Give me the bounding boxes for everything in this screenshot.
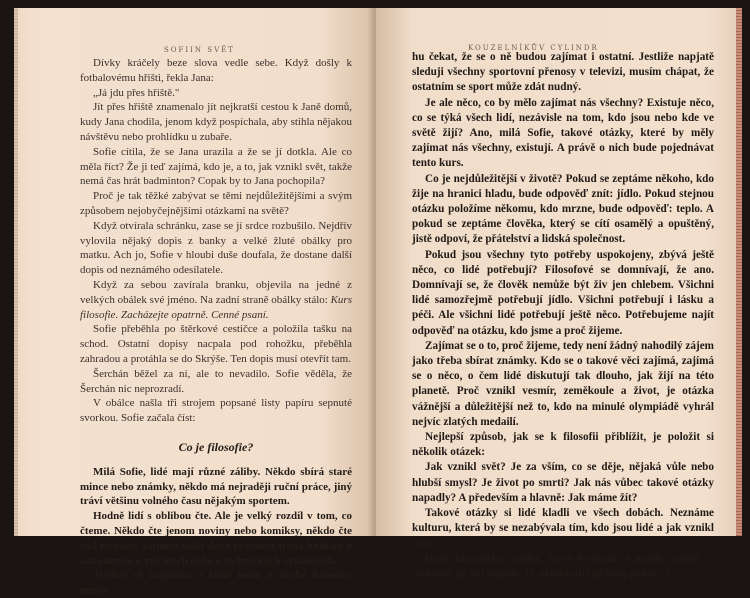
paragraph: „Já jdu přes hřiště." <box>93 86 180 99</box>
left-running-header: SOFIIN SVĚT <box>164 46 235 54</box>
left-page-text <box>80 56 352 598</box>
paragraph: Co je nejdůležitější v životě? Pokud se zeptáme někoho, kdo žije na hranici hladu, bude odpověď znít: jídlo. Pokud stejnou otázku položíme někomu, kdo mrzne, bude odpověď: teplo. A pokud se zeptáme člověka, který se cítí osamělý a opuštěný, jistě odpoví, že přátelství a lidská společnost. <box>412 172 714 246</box>
right-page <box>376 8 742 580</box>
paragraph-with-envelope <box>80 278 352 322</box>
paragraph: Šerchán běžel za ní, ale to nevadilo. Sofie věděla, že Šerchán nic neprozradí. <box>80 367 352 395</box>
paragraph: Zajímat se o to, proč žijeme, tedy není žádný nahodilý zájem jako třeba sbírat známky. Kdo se o takové věci zajímá, zajímá se o něco, o čem lidé diskutují tak dlouho, jak žijí na této planetě. Proč vznikl vesmír, zeměkoule a život, je otázka vážnější a důležitější než to, kdo na minulé olympiádě vyhrál nejvíc zlatých medailí. <box>412 339 714 428</box>
paragraph: Jít přes hřiště znamenalo jít nejkratší cestou k Janě domů, kudy Jana chodila, jenom když pospíchala, aby stihla nějakou návštěvu nebo prohlídku u zubaře. <box>80 101 352 143</box>
paragraph: Proč je tak těžké zabývat se těmi nejdůležitějšími a svým způsobem nejobyčejnějšími otázkami na světě? <box>80 190 352 217</box>
left-page <box>14 8 374 597</box>
book-spread <box>14 8 742 597</box>
paragraph: V obálce našla tři strojem popsané listy papíru sepnuté svorkou. Sofie začala číst: <box>80 397 352 425</box>
right-running-header: KOUZELNÍKŮV CYLINDR <box>468 44 599 52</box>
paragraph: Jak vznikl svět? Je za vším, co se děje, nějaká vůle nebo hlubší smysl? Je život po smrti? Jak nás vůbec takové otázky napadly? A především a hlavně: Jak máme žít? <box>412 461 714 504</box>
paragraph: Nejlepší způsob, jak se k filosofii přiblížit, je položit si několik otázek: <box>412 431 714 459</box>
letter-paragraph: Jestliže se zajímám o koně nebo o drahé kameny, nemo- <box>80 569 352 597</box>
letter-paragraph: Milá Sofie, lidé mají různé záliby. Někdo sbírá staré mince nebo známky, někdo má nejraději ruční práce, jiný tráví většinu volného času nějakým sportem. <box>80 465 352 508</box>
paragraph: Dívky kráčely beze slova vedle sebe. Když došly k fotbalovému hřišti, řekla Jana: <box>80 57 352 84</box>
paragraph: Sofie přeběhla po štěrkové cestičce a položila tašku na schod. Ostatní dopisy nacpala pod rohožku, přeběhla zahradou a protáhla se do Skrýše. Ten dopis musí otevřít tam. <box>80 323 352 365</box>
paragraph: Když otvírala schránku, zase se jí srdce rozbušilo. Nejdřív vylovila nějaký dopis z banky a velké žluté obálky pro matku. Ach jo, Sofie v hloubi duše doufala, že dostane další dopis od neznámého odesílatele. <box>80 219 352 277</box>
page-edge-left <box>14 8 18 536</box>
paragraph-text: Když za sebou zavírala branku, objevila na jedné z velkých obálek své jméno. Na zadní straně obálky stálo: <box>80 278 352 306</box>
paragraph: Takové otázky si lidé kladli ve všech dobách. Neznáme kulturu, která by se nezabývala tím, kdo jsou lidé a jak vznikl svět. <box>412 507 714 550</box>
envelope-text-2: Zacházejte opatrně. Cenné psaní. <box>120 308 269 321</box>
paragraph: hu čekat, že se o ně budou zajímat i ostatní. Jestliže napjatě sleduji všechny sportovní přenosy v televizi, musím chápat, že ostatním se sport může zdát nudný. <box>412 51 714 94</box>
paragraph: Další filosofické otázky, které bychom si mohli položit, v podstatě už ani nejsou. Ty nejdůležitější jsme právě vy- <box>412 552 714 580</box>
paragraph: Pokud jsou všechny tyto potřeby uspokojeny, zbývá ještě něco, co lidé potřebují? Filosofové se domnívají, že ano. Domnívají se, že člověk nemůže být živ jen chlebem. Všichni lidé samozřejmě potřebují jídlo. Všichni potřebují i lásku a péči. Ale všichni lidé potřebují ještě něco. Potřebujeme najít odpověď na otázku, kdo jsme a proč žijeme. <box>412 248 714 337</box>
paragraph: Je ale něco, co by mělo zajímat nás všechny? Existuje něco, co se týká všech lidí, nezávisle na tom, kdo jsou nebo kde ve světě žijí? Ano, milá Sofie, takové otázky, které by měly zajímat nás všechny, existují. A právě o nich bude pojednávat tento kurs. <box>412 96 714 170</box>
paragraph: Sofie cítila, že se Jana urazila a že se jí dotkla. Ale co měla říct? Že ji teď zajímá, kdo je, a to, jak vznikl svět, takže nemá čas hrát badminton? Copak by to Jana pochopila? <box>80 145 352 188</box>
envelope-text-1: Kurs filosofie. <box>80 293 352 321</box>
right-page-text <box>412 50 714 582</box>
page-edge-right <box>736 8 742 536</box>
section-title: Co je filosofie? <box>178 439 254 454</box>
letter-paragraph: Hodně lidí s oblibou čte. Ale je velký rozdíl v tom, co čteme. Někdo čte jenom noviny nebo komiksy, někdo čte rád romány, zatímco další dává přednost třeba knihám o astronomii, o zvířatech nebo o technických vynálezech. <box>80 510 352 567</box>
